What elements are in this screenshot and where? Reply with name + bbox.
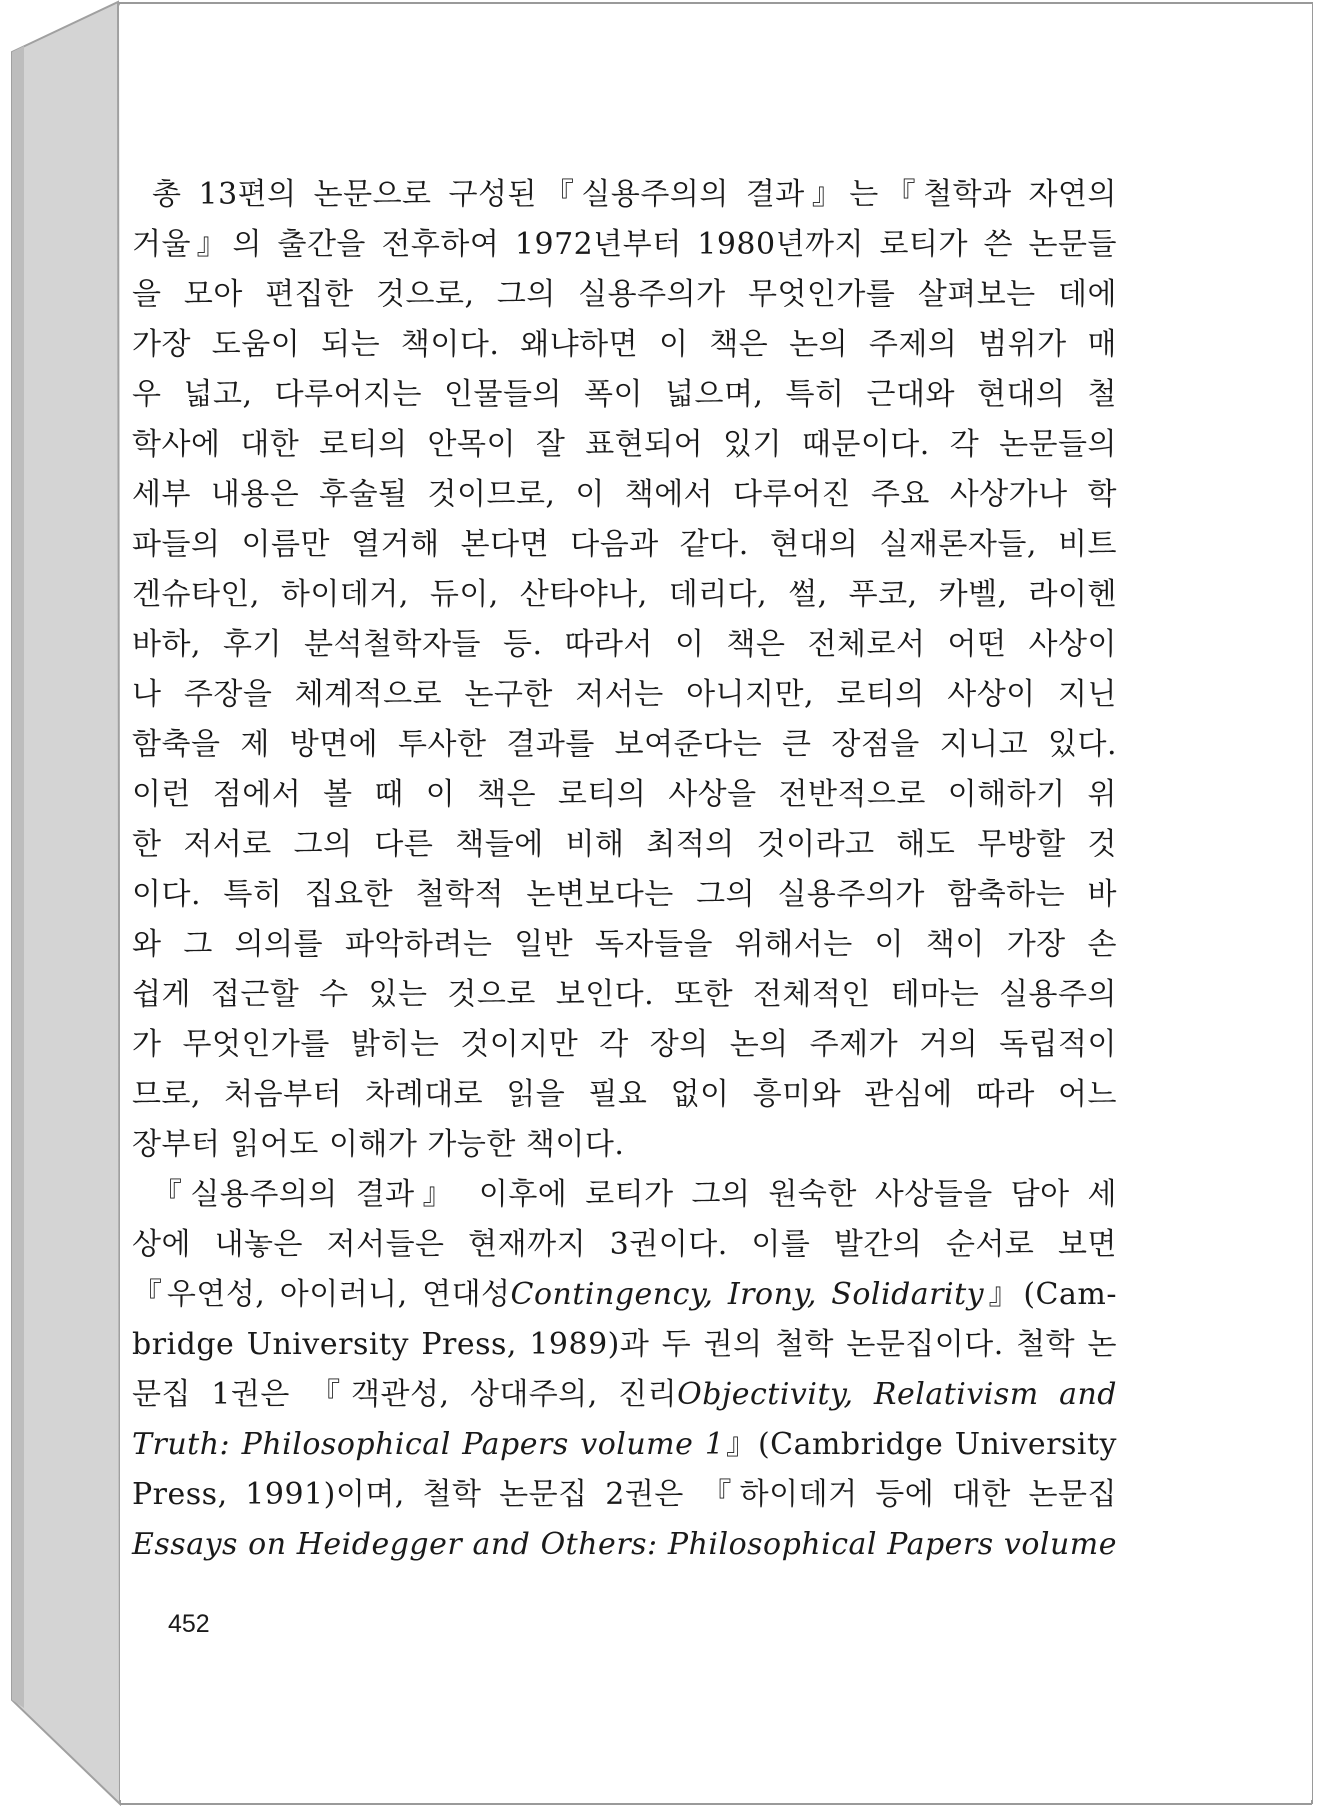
text-line: 총 13편의 논문으로 구성된『실용주의의 결과』는『철학과 자연의: [152, 177, 1117, 212]
text-line: 가장 도움이 되는 책이다. 왜냐하면 이 책은 논의 주제의 범위가 매: [132, 327, 1117, 362]
italic-title: Objectivity, Relativism and: [677, 1377, 1118, 1412]
text-line: 가 무엇인가를 밝히는 것이지만 각 장의 논의 주제가 거의 독립적이: [132, 1027, 1117, 1062]
page-number: 452: [168, 1610, 210, 1638]
text-line: 므로, 처음부터 차례대로 읽을 필요 없이 흥미와 관심에 따라 어느: [132, 1077, 1117, 1112]
text-line: 파들의 이름만 열거해 본다면 다음과 같다. 현대의 실재론자들, 비트: [132, 527, 1117, 562]
text-line: 함축을 제 방면에 투사한 결과를 보여준다는 큰 장점을 지니고 있다.: [132, 727, 1117, 762]
text-line: 학사에 대한 로티의 안목이 잘 표현되어 있기 때문이다. 각 논문들의: [132, 427, 1117, 462]
italic-title: Contingency, Irony, Solidarity: [510, 1277, 985, 1312]
body-text: [132, 170, 1117, 1570]
text-segment: 문집 1권은 『객관성, 상대주의, 진리: [132, 1377, 678, 1412]
text-line: 『실용주의의 결과』 이후에 로티가 그의 원숙한 사상들을 담아 세: [152, 1177, 1117, 1212]
text-line: 겐슈타인, 하이데거, 듀이, 산타야나, 데리다, 썰, 푸코, 카벨, 라이헨: [132, 577, 1117, 612]
text-line: 나 주장을 체계적으로 논구한 저서는 아니지만, 로티의 사상이 지닌: [132, 677, 1117, 712]
text-line: [132, 1370, 1117, 1420]
italic-title: Essays on Heidegger and Others: Philosophical Papers volume: [132, 1527, 1117, 1562]
text-segment: 』(Cam-: [984, 1277, 1117, 1312]
italic-title: Truth: Philosophical Papers volume 1: [132, 1427, 725, 1462]
text-line: 쉽게 접근할 수 있는 것으로 보인다. 또한 전체적인 테마는 실용주의: [132, 977, 1117, 1012]
text-line: 한 저서로 그의 다른 책들에 비해 최적의 것이라고 해도 무방할 것: [132, 827, 1117, 862]
text-line: 상에 내놓은 저서들은 현재까지 3권이다. 이를 발간의 순서로 보면: [132, 1227, 1117, 1262]
text-line: Press, 1991)이며, 철학 논문집 2권은 『하이데거 등에 대한 논문집: [132, 1477, 1117, 1512]
text-line: [132, 1270, 1117, 1320]
text-segment: 『우연성, 아이러니, 연대성: [132, 1277, 511, 1312]
text-line: 거울』의 출간을 전후하여 1972년부터 1980년까지 로티가 쓴 논문들: [132, 227, 1117, 262]
text-segment: 』(Cambridge University: [724, 1427, 1117, 1462]
text-line: bridge University Press, 1989)과 두 권의 철학 논문집이다. 철학 논: [132, 1327, 1117, 1362]
text-line: [132, 1420, 1117, 1470]
text-line: 이런 점에서 볼 때 이 책은 로티의 사상을 전반적으로 이해하기 위: [132, 777, 1117, 812]
text-line: [132, 1520, 1117, 1570]
text-line: 장부터 읽어도 이해가 가능한 책이다.: [132, 1127, 625, 1162]
text-line: 을 모아 편집한 것으로, 그의 실용주의가 무엇인가를 살펴보는 데에: [132, 277, 1117, 312]
text-line: 이다. 특히 집요한 철학적 논변보다는 그의 실용주의가 함축하는 바: [132, 877, 1117, 912]
text-line: 우 넓고, 다루어지는 인물들의 폭이 넓으며, 특히 근대와 현대의 철: [132, 377, 1117, 412]
text-line: 와 그 의의를 파악하려는 일반 독자들을 위해서는 이 책이 가장 손: [132, 927, 1117, 962]
text-line: 세부 내용은 후술될 것이므로, 이 책에서 다루어진 주요 사상가나 학: [132, 477, 1117, 512]
text-line: 바하, 후기 분석철학자들 등. 따라서 이 책은 전체로서 어떤 사상이: [132, 627, 1117, 662]
